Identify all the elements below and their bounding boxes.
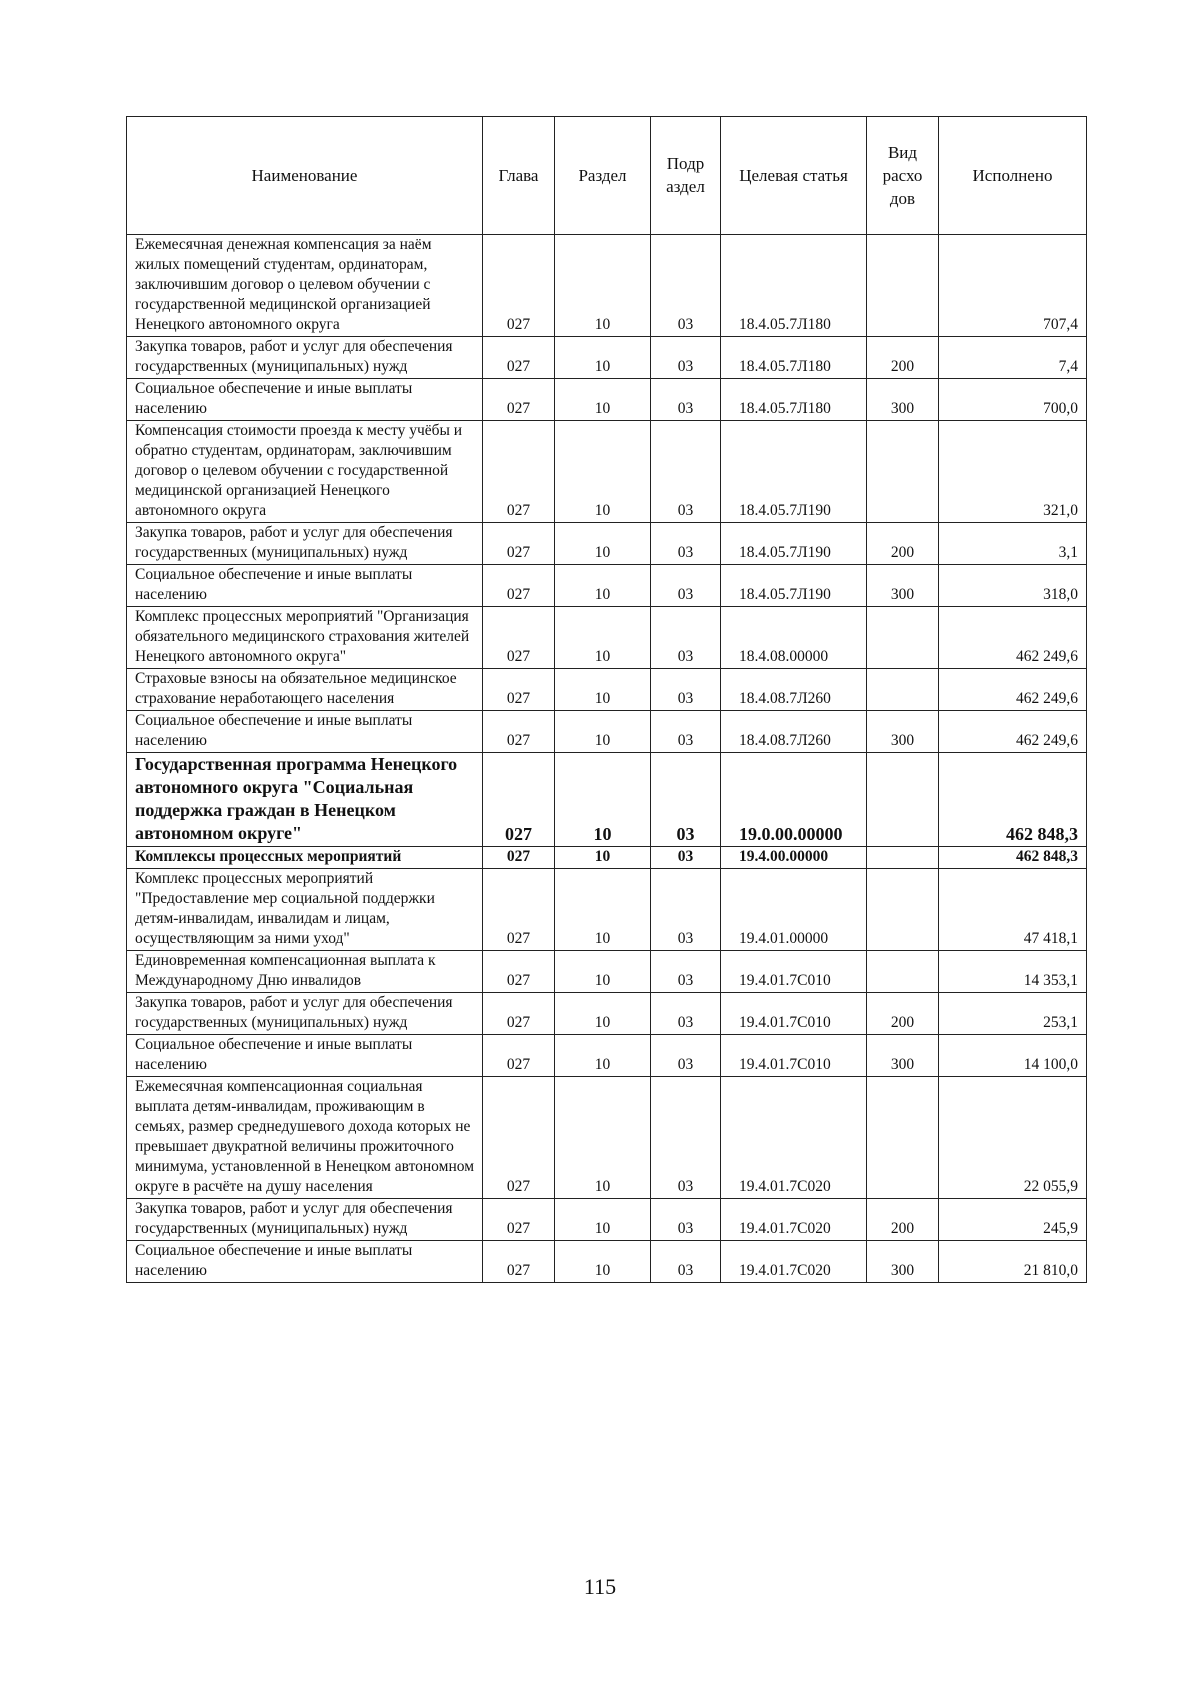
row-chapter-cell: 027	[483, 379, 555, 421]
row-executed-cell: 7,4	[939, 337, 1087, 379]
table-row	[127, 669, 1087, 711]
row-name-cell: Ежемесячная денежная компенсация за наём жилых помещений студентам, ординаторам, заключившим договор о целевом обучении с государственной медицинской организацией Ненецкого автономного округа	[127, 235, 483, 337]
row-chapter-cell: 027	[483, 235, 555, 337]
row-section-cell: 10	[555, 1077, 651, 1199]
row-chapter-cell: 027	[483, 753, 555, 847]
row-article-cell: 18.4.05.7Л180	[721, 337, 867, 379]
table-header-row	[127, 117, 1087, 235]
row-subsection-cell: 03	[651, 337, 721, 379]
row-article-cell: 18.4.08.00000	[721, 607, 867, 669]
row-expense-type-cell	[867, 753, 939, 847]
row-subsection-cell: 03	[651, 1077, 721, 1199]
header-chapter: Глава	[483, 117, 555, 235]
header-name: Наименование	[127, 117, 483, 235]
table-row	[127, 753, 1087, 847]
table-row	[127, 235, 1087, 337]
row-article-cell: 19.4.01.7С020	[721, 1199, 867, 1241]
row-name-cell: Единовременная компенсационная выплата к Международному Дню инвалидов	[127, 951, 483, 993]
row-chapter-cell: 027	[483, 523, 555, 565]
row-section-cell: 10	[555, 565, 651, 607]
row-article-cell: 19.4.01.7С020	[721, 1241, 867, 1283]
table-row	[127, 993, 1087, 1035]
row-section-cell: 10	[555, 753, 651, 847]
row-subsection-cell: 03	[651, 951, 721, 993]
header-executed: Исполнено	[939, 117, 1087, 235]
row-executed-cell: 14 353,1	[939, 951, 1087, 993]
row-section-cell: 10	[555, 1035, 651, 1077]
row-article-cell: 19.4.01.7С010	[721, 1035, 867, 1077]
table-row	[127, 1199, 1087, 1241]
row-subsection-cell: 03	[651, 669, 721, 711]
row-expense-type-cell: 300	[867, 565, 939, 607]
row-chapter-cell: 027	[483, 847, 555, 869]
budget-execution-table	[126, 116, 1087, 1283]
row-article-cell: 18.4.05.7Л180	[721, 235, 867, 337]
row-section-cell: 10	[555, 1241, 651, 1283]
row-chapter-cell: 027	[483, 565, 555, 607]
row-article-cell: 19.4.00.00000	[721, 847, 867, 869]
row-chapter-cell: 027	[483, 993, 555, 1035]
row-expense-type-cell: 300	[867, 711, 939, 753]
row-expense-type-cell	[867, 847, 939, 869]
row-article-cell: 18.4.05.7Л190	[721, 421, 867, 523]
table-row	[127, 523, 1087, 565]
row-executed-cell: 245,9	[939, 1199, 1087, 1241]
table-row	[127, 565, 1087, 607]
row-article-cell: 19.4.01.7С020	[721, 1077, 867, 1199]
row-expense-type-cell	[867, 1077, 939, 1199]
row-subsection-cell: 03	[651, 565, 721, 607]
row-executed-cell: 462 249,6	[939, 711, 1087, 753]
row-article-cell: 18.4.05.7Л180	[721, 379, 867, 421]
row-expense-type-cell	[867, 235, 939, 337]
row-subsection-cell: 03	[651, 1035, 721, 1077]
row-expense-type-cell: 300	[867, 1035, 939, 1077]
row-executed-cell: 700,0	[939, 379, 1087, 421]
row-article-cell: 19.4.01.00000	[721, 869, 867, 951]
row-name-cell: Социальное обеспечение и иные выплаты населению	[127, 1241, 483, 1283]
row-executed-cell: 462 249,6	[939, 669, 1087, 711]
row-article-cell: 19.4.01.7С010	[721, 951, 867, 993]
row-expense-type-cell	[867, 951, 939, 993]
row-expense-type-cell: 200	[867, 1199, 939, 1241]
header-expense-type: Вид расхо дов	[867, 117, 939, 235]
row-expense-type-cell	[867, 669, 939, 711]
row-executed-cell: 321,0	[939, 421, 1087, 523]
row-name-cell: Государственная программа Ненецкого автономного округа "Социальная поддержка граждан в Ненецком автономном округе"	[127, 753, 483, 847]
table-row	[127, 951, 1087, 993]
row-name-cell: Закупка товаров, работ и услуг для обеспечения государственных (муниципальных) нужд	[127, 1199, 483, 1241]
row-section-cell: 10	[555, 847, 651, 869]
table-row	[127, 379, 1087, 421]
row-executed-cell: 253,1	[939, 993, 1087, 1035]
row-executed-cell: 462 249,6	[939, 607, 1087, 669]
row-article-cell: 18.4.05.7Л190	[721, 565, 867, 607]
row-name-cell: Социальное обеспечение и иные выплаты населению	[127, 711, 483, 753]
row-chapter-cell: 027	[483, 421, 555, 523]
row-subsection-cell: 03	[651, 869, 721, 951]
row-executed-cell: 21 810,0	[939, 1241, 1087, 1283]
table-row	[127, 1035, 1087, 1077]
row-name-cell: Социальное обеспечение и иные выплаты населению	[127, 379, 483, 421]
row-section-cell: 10	[555, 669, 651, 711]
row-name-cell: Социальное обеспечение и иные выплаты населению	[127, 1035, 483, 1077]
row-expense-type-cell: 200	[867, 337, 939, 379]
row-article-cell: 18.4.05.7Л190	[721, 523, 867, 565]
row-executed-cell: 318,0	[939, 565, 1087, 607]
row-executed-cell: 707,4	[939, 235, 1087, 337]
row-chapter-cell: 027	[483, 337, 555, 379]
header-subsection: Подр аздел	[651, 117, 721, 235]
row-section-cell: 10	[555, 337, 651, 379]
row-subsection-cell: 03	[651, 421, 721, 523]
row-executed-cell: 22 055,9	[939, 1077, 1087, 1199]
row-executed-cell: 462 848,3	[939, 847, 1087, 869]
row-section-cell: 10	[555, 235, 651, 337]
table-row	[127, 1077, 1087, 1199]
table-row	[127, 421, 1087, 523]
row-name-cell: Комплекс процессных мероприятий "Предоставление мер социальной поддержки детям-инвалидам, инвалидам и лицам, осуществляющим за ними уход"	[127, 869, 483, 951]
row-expense-type-cell: 200	[867, 993, 939, 1035]
row-name-cell: Закупка товаров, работ и услуг для обеспечения государственных (муниципальных) нужд	[127, 523, 483, 565]
table-row	[127, 607, 1087, 669]
row-section-cell: 10	[555, 607, 651, 669]
row-section-cell: 10	[555, 523, 651, 565]
row-section-cell: 10	[555, 1199, 651, 1241]
row-name-cell: Страховые взносы на обязательное медицинское страхование неработающего населения	[127, 669, 483, 711]
row-section-cell: 10	[555, 951, 651, 993]
row-subsection-cell: 03	[651, 753, 721, 847]
row-expense-type-cell: 300	[867, 379, 939, 421]
row-subsection-cell: 03	[651, 523, 721, 565]
row-chapter-cell: 027	[483, 711, 555, 753]
row-section-cell: 10	[555, 993, 651, 1035]
header-section: Раздел	[555, 117, 651, 235]
row-chapter-cell: 027	[483, 951, 555, 993]
page-number: 115	[583, 1574, 617, 1599]
row-executed-cell: 462 848,3	[939, 753, 1087, 847]
row-name-cell: Компенсация стоимости проезда к месту учёбы и обратно студентам, ординаторам, заключившим договор о целевом обучении с государственной медицинской организацией Ненецкого автономного округа	[127, 421, 483, 523]
row-name-cell: Комплексы процессных мероприятий	[127, 847, 483, 869]
row-chapter-cell: 027	[483, 1199, 555, 1241]
row-chapter-cell: 027	[483, 869, 555, 951]
row-expense-type-cell	[867, 607, 939, 669]
row-name-cell: Ежемесячная компенсационная социальная выплата детям-инвалидам, проживающим в семьях, размер среднедушевого дохода которых не превышает двукратной величины прожиточного минимума, установленной в Ненецком автономном округе в расчёте на душу населения	[127, 1077, 483, 1199]
row-chapter-cell: 027	[483, 607, 555, 669]
row-expense-type-cell: 300	[867, 1241, 939, 1283]
row-subsection-cell: 03	[651, 847, 721, 869]
row-subsection-cell: 03	[651, 379, 721, 421]
row-expense-type-cell	[867, 421, 939, 523]
table-body	[127, 235, 1087, 1283]
row-name-cell: Закупка товаров, работ и услуг для обеспечения государственных (муниципальных) нужд	[127, 993, 483, 1035]
table-row	[127, 711, 1087, 753]
row-executed-cell: 47 418,1	[939, 869, 1087, 951]
row-expense-type-cell: 200	[867, 523, 939, 565]
row-article-cell: 19.4.01.7С010	[721, 993, 867, 1035]
row-subsection-cell: 03	[651, 1241, 721, 1283]
row-chapter-cell: 027	[483, 1035, 555, 1077]
row-chapter-cell: 027	[483, 1077, 555, 1199]
table-row	[127, 869, 1087, 951]
header-target-article: Целевая статья	[721, 117, 867, 235]
row-name-cell: Социальное обеспечение и иные выплаты населению	[127, 565, 483, 607]
table-row	[127, 1241, 1087, 1283]
row-article-cell: 18.4.08.7Л260	[721, 711, 867, 753]
table-row	[127, 337, 1087, 379]
row-section-cell: 10	[555, 421, 651, 523]
row-section-cell: 10	[555, 379, 651, 421]
row-executed-cell: 3,1	[939, 523, 1087, 565]
row-subsection-cell: 03	[651, 1199, 721, 1241]
row-subsection-cell: 03	[651, 235, 721, 337]
row-chapter-cell: 027	[483, 1241, 555, 1283]
row-subsection-cell: 03	[651, 993, 721, 1035]
row-chapter-cell: 027	[483, 669, 555, 711]
row-name-cell: Комплекс процессных мероприятий "Организация обязательного медицинского страхования жителей Ненецкого автономного округа"	[127, 607, 483, 669]
row-subsection-cell: 03	[651, 711, 721, 753]
row-expense-type-cell	[867, 869, 939, 951]
row-article-cell: 18.4.08.7Л260	[721, 669, 867, 711]
row-article-cell: 19.0.00.00000	[721, 753, 867, 847]
row-section-cell: 10	[555, 711, 651, 753]
row-section-cell: 10	[555, 869, 651, 951]
row-name-cell: Закупка товаров, работ и услуг для обеспечения государственных (муниципальных) нужд	[127, 337, 483, 379]
row-subsection-cell: 03	[651, 607, 721, 669]
row-executed-cell: 14 100,0	[939, 1035, 1087, 1077]
table-row	[127, 847, 1087, 869]
